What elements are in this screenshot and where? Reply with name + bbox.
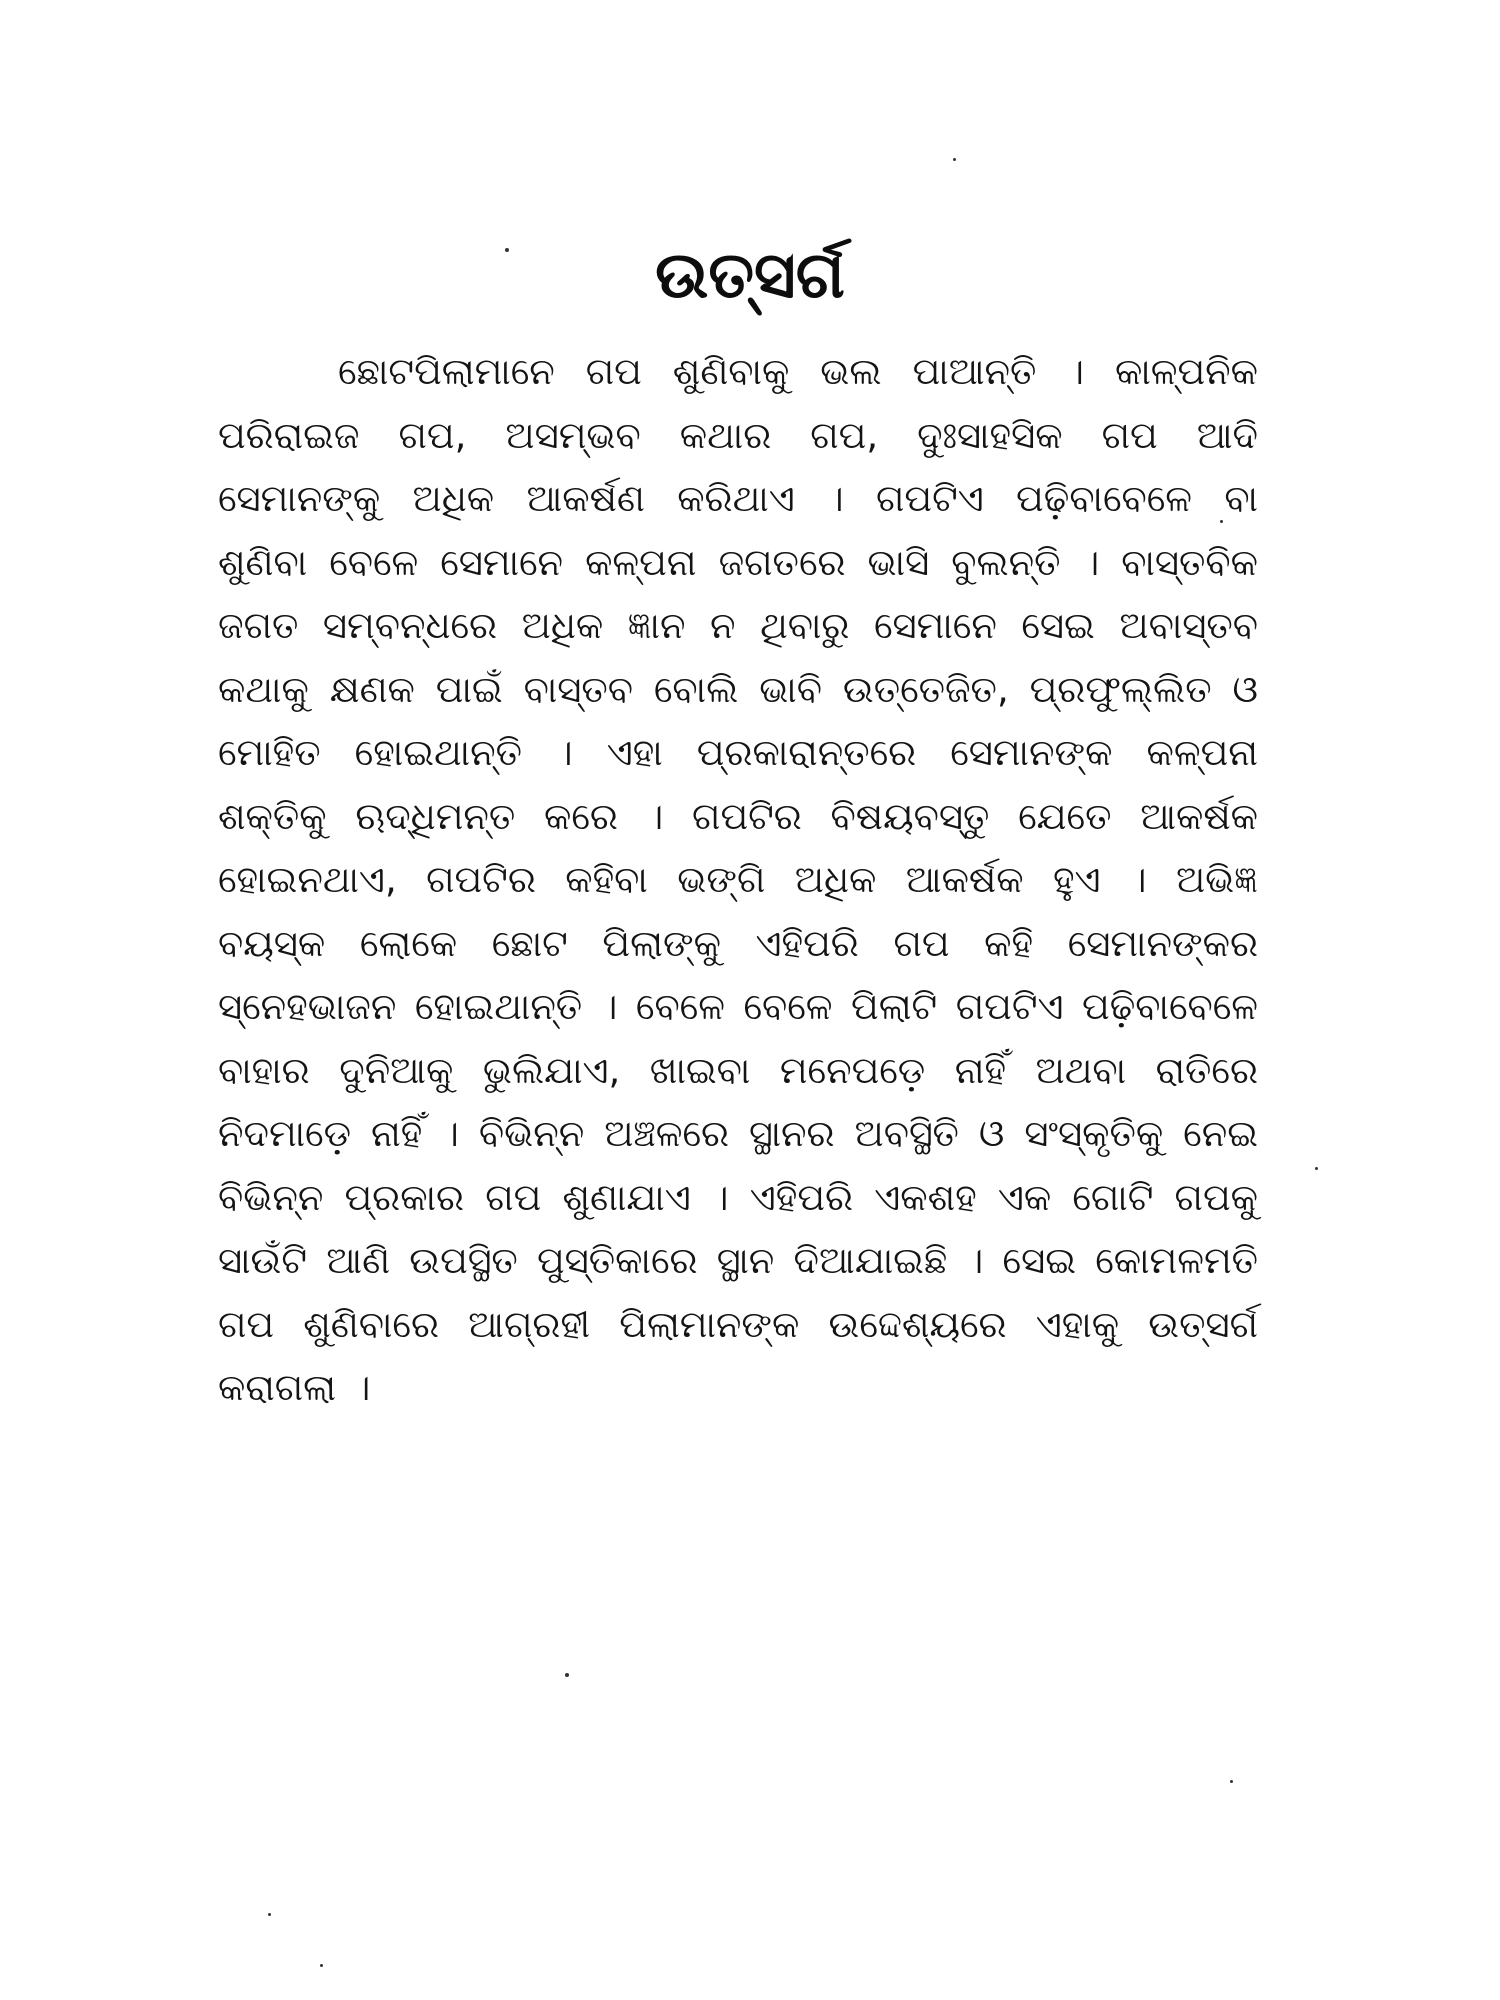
scan-speck (953, 158, 956, 161)
scan-speck (268, 1913, 271, 1916)
scan-speck (320, 1964, 323, 1967)
scan-speck (1230, 1780, 1233, 1783)
scan-speck (565, 1673, 569, 1677)
scan-speck (505, 248, 509, 252)
page-title: ଉତ୍ସର୍ଗ (655, 238, 845, 313)
scan-speck (1315, 1167, 1318, 1170)
scan-speck (1220, 520, 1223, 523)
dedication-paragraph: ଛୋଟପିଲାମାନେ ଗପ ଶୁଣିବାକୁ ଭଲ ପାଆନ୍ତି । କାଳ୍ପନିକ ପରିରାଇଜ ଗପ, ଅସମ୍ଭବ କଥାର ଗପ, ଦୁଃସାହସିକ ଗପ ଆଦି ସେମାନଙ୍କୁ ଅଧିକ ଆକର୍ଷଣ କରିଥାଏ । ଗପଟିଏ ପଢ଼ିବାବେଳେ ବା ଶୁଣିବା ବେଳେ ସେମାନେ କଳ୍ପନା ଜଗତରେ ଭାସି ବୁଲନ୍ତି । ବାସ୍ତବିକ ଜଗତ ସମ୍ବନ୍ଧରେ ଅଧିକ ଜ୍ଞାନ ନ ଥିବାରୁ ସେମାନେ ସେଇ ଅବାସ୍ତବ କଥାକୁ କ୍ଷଣକ ପାଇଁ ବାସ୍ତବ ବୋଲି ଭାବି ଉତ୍ତେଜିତ, ପ୍ରଫୁଲ୍ଲିତ ଓ ମୋହିତ ହୋଇଥାନ୍ତି । ଏହା ପ୍ରକାରାନ୍ତରେ ସେମାନଙ୍କ କଳ୍ପନା ଶକ୍ତିକୁ ଋଦ୍ଧିମନ୍ତ କରେ । ଗପଟିର ବିଷୟବସ୍ତୁ ଯେତେ ଆକର୍ଷକ ହୋଇନଥାଏ, ଗପଟିର କହିବା ଭଙ୍ଗି ଅଧିକ ଆକର୍ଷକ ହୁଏ । ଅଭିଜ୍ଞ ବୟସ୍କ ଲୋକେ ଛୋଟ ପିଲାଙ୍କୁ ଏହିପରି ଗପ କହି ସେମାନଙ୍କର ସ୍ନେହଭାଜନ ହୋଇଥାନ୍ତି । ବେଳେ ବେଳେ ପିଲାଟି ଗପଟିଏ ପଢ଼ିବାବେଳେ ବାହାର ଦୁନିଆକୁ ଭୁଲିଯାଏ, ଖାଇବା ମନେପଡ଼େ ନାହିଁ ଅଥବା ରାତିରେ ନିଦମାଡ଼େ ନାହିଁ । ବିଭିନ୍ନ ଅଞ୍ଚଳରେ ସ୍ଥାନର ଅବସ୍ଥିତି ଓ ସଂସ୍କୃତିକୁ ନେଇ ବିଭିନ୍ନ ପ୍ରକାର ଗପ ଶୁଣାଯାଏ । ଏହିପରି ଏକଶହ ଏକ ଗୋଟି ଗପକୁ ସାଉଁଟି ଆଣି ଉପସ୍ଥିତ ପୁସ୍ତିକାରେ ସ୍ଥାନ ଦିଆଯାଇଛି । ସେଇ କୋମଳମତି ଗପ ଶୁଣିବାରେ ଆଗ୍ରହୀ ପିଲାମାନଙ୍କ ଉଦ୍ଦେଶ୍ୟରେ ଏହାକୁ ଉତ୍ସର୍ଗ କରାଗଲା । (218, 350, 1258, 1409)
